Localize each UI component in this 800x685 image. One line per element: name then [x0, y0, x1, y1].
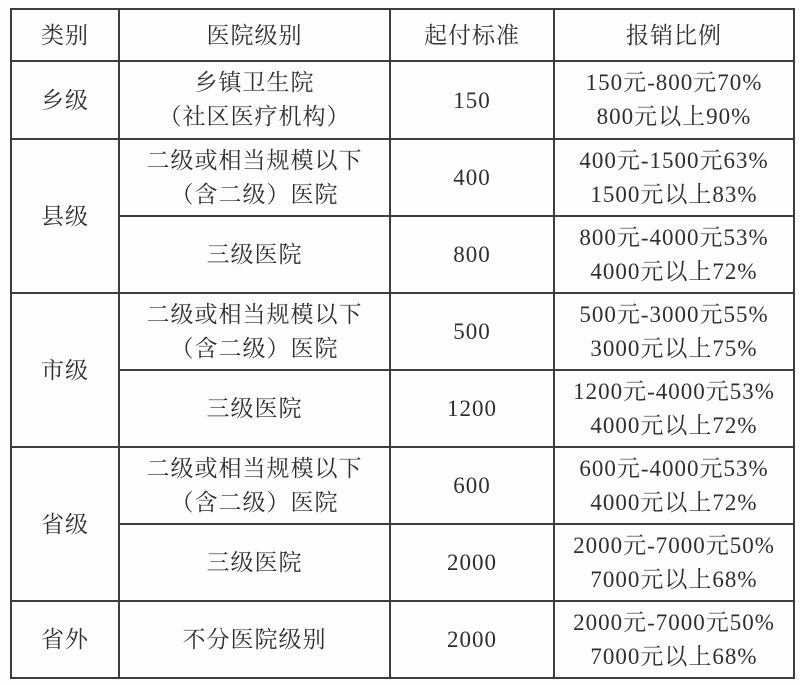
ratio-line: 7000元以上68% [590, 643, 758, 669]
deductible-cell: 500 [390, 293, 554, 370]
category-cell: 县级 [11, 139, 119, 293]
hospital-line: （含二级）医院 [170, 335, 339, 361]
table-row [11, 61, 794, 139]
hospital-line: 乡镇卫生院 [194, 70, 315, 95]
table-row [11, 216, 794, 293]
hospital-line: 三级医院 [206, 549, 303, 575]
hospital-cell [119, 293, 390, 370]
deductible-cell: 400 [390, 139, 554, 216]
ratio-line: 150元-800元70% [585, 70, 763, 95]
ratio-cell [554, 216, 794, 293]
table-row [11, 601, 794, 678]
hospital-cell [119, 601, 390, 678]
table-row [11, 139, 794, 216]
ratio-line: 1200元-4000元53% [573, 378, 775, 404]
hospital-cell [119, 524, 390, 601]
header-category: 类别 [11, 9, 119, 61]
table-row [11, 293, 794, 370]
hospital-line: （社区医疗机构） [158, 104, 351, 129]
ratio-line: 3000元以上75% [590, 335, 758, 361]
category-cell: 乡级 [11, 61, 119, 139]
ratio-line: 2000元-7000元50% [573, 532, 775, 558]
hospital-line: 二级或相当规模以下 [146, 455, 363, 481]
hospital-cell [119, 61, 390, 139]
header-reimbursement-ratio: 报销比例 [554, 9, 794, 61]
ratio-cell [554, 370, 794, 447]
hospital-cell [119, 370, 390, 447]
ratio-line: 800元以上90% [596, 104, 752, 129]
deductible-cell: 2000 [390, 601, 554, 678]
ratio-line: 1500元以上83% [590, 181, 758, 207]
reimbursement-table [10, 8, 795, 679]
hospital-line: （含二级）医院 [170, 181, 339, 207]
ratio-line: 4000元以上72% [590, 489, 758, 515]
deductible-cell: 150 [390, 61, 554, 139]
table-row [11, 370, 794, 447]
deductible-cell: 2000 [390, 524, 554, 601]
hospital-line: （含二级）医院 [170, 489, 339, 515]
hospital-line: 二级或相当规模以下 [146, 147, 363, 173]
ratio-cell [554, 61, 794, 139]
ratio-line: 7000元以上68% [590, 566, 758, 592]
table-row [11, 524, 794, 601]
ratio-line: 4000元以上72% [590, 412, 758, 438]
hospital-cell [119, 139, 390, 216]
ratio-line: 500元-3000元55% [579, 301, 769, 327]
hospital-cell [119, 447, 390, 524]
header-deductible: 起付标准 [390, 9, 554, 61]
deductible-cell: 600 [390, 447, 554, 524]
deductible-cell: 1200 [390, 370, 554, 447]
ratio-cell [554, 524, 794, 601]
ratio-cell [554, 293, 794, 370]
hospital-line: 不分医院级别 [182, 626, 327, 652]
ratio-line: 2000元-7000元50% [573, 609, 775, 635]
ratio-line: 800元-4000元53% [579, 224, 769, 250]
hospital-cell [119, 216, 390, 293]
header-hospital-level: 医院级别 [119, 9, 390, 61]
category-cell: 省级 [11, 447, 119, 601]
hospital-line: 三级医院 [206, 395, 303, 421]
deductible-cell: 800 [390, 216, 554, 293]
ratio-cell [554, 139, 794, 216]
ratio-line: 4000元以上72% [590, 258, 758, 284]
ratio-cell [554, 447, 794, 524]
hospital-line: 三级医院 [206, 241, 303, 267]
ratio-cell [554, 601, 794, 678]
table-row [11, 447, 794, 524]
hospital-line: 二级或相当规模以下 [146, 301, 363, 327]
ratio-line: 400元-1500元63% [579, 147, 769, 173]
category-cell: 省外 [11, 601, 119, 678]
header-row [11, 9, 794, 61]
category-cell: 市级 [11, 293, 119, 447]
ratio-line: 600元-4000元53% [579, 455, 769, 481]
